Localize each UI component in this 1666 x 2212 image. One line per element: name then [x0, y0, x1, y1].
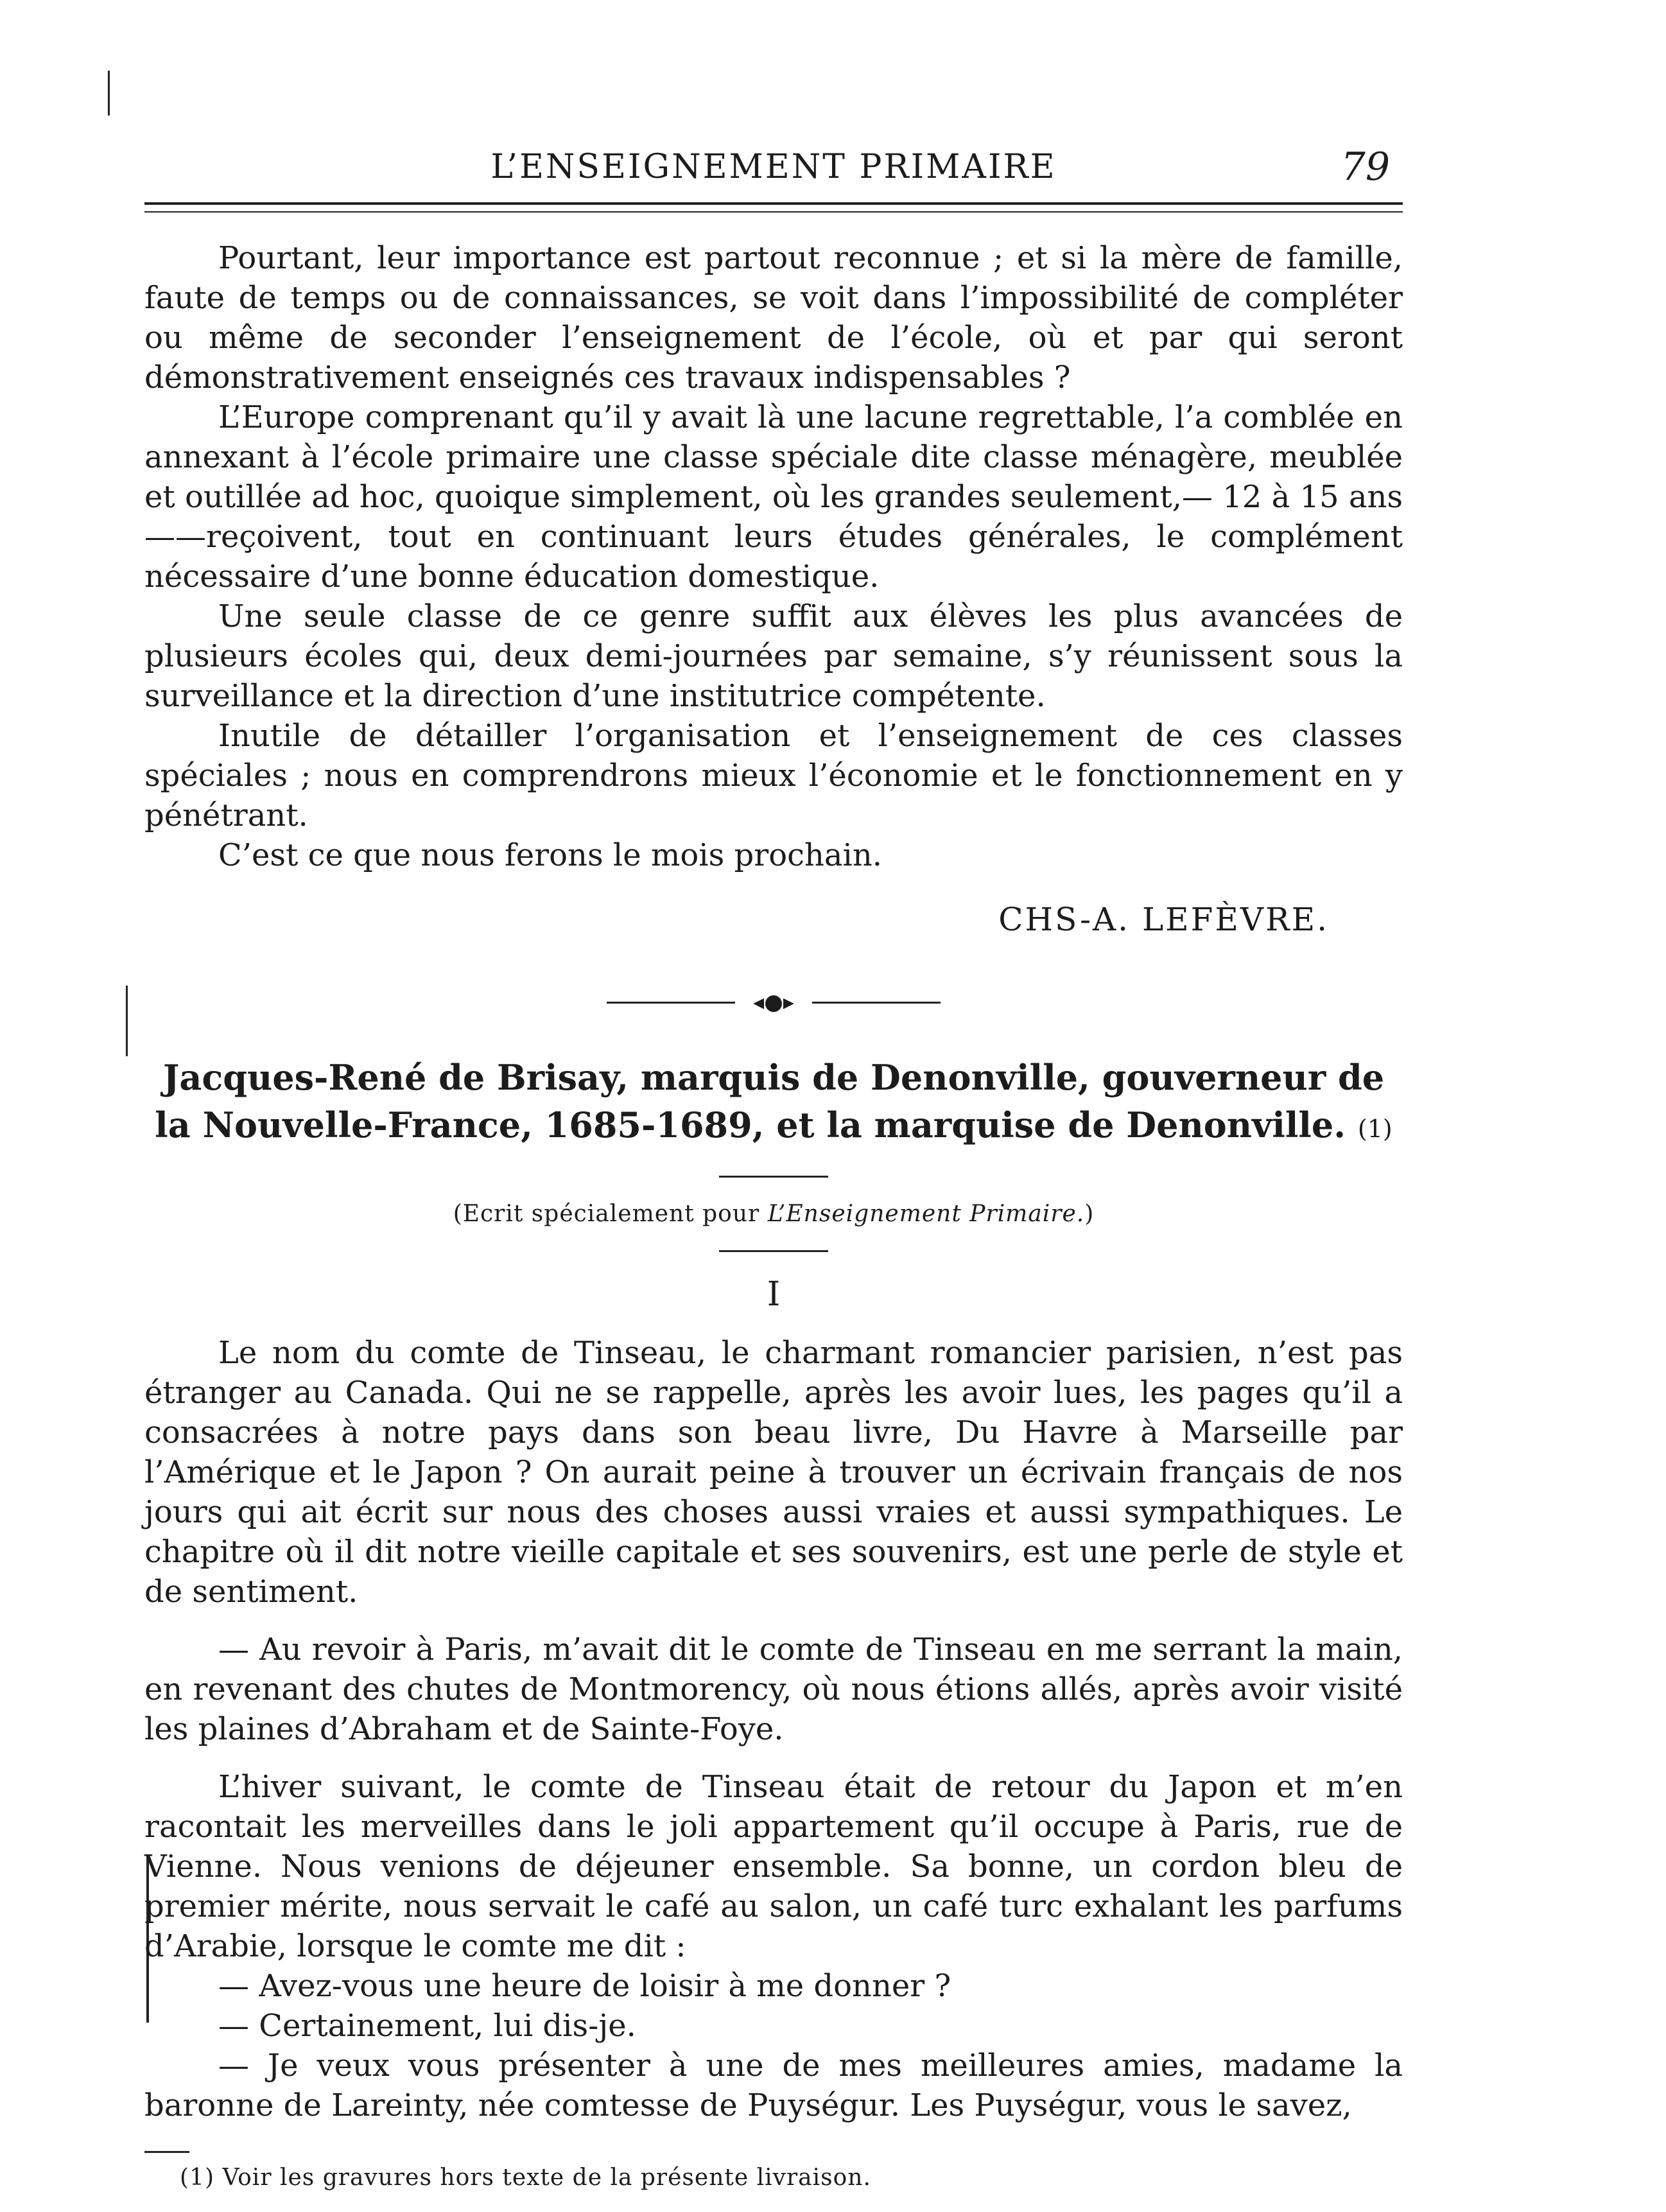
paragraph: Une seule classe de ce genre suffit aux élèves les plus avancées de plusieurs écoles qui, deux demi-journées par semaine, s’y réunissent sous la surveillance et la direction d’une institutrice compétente.: [144, 598, 1403, 714]
paragraph: L’hiver suivant, le comte de Tinseau était de retour du Japon et m’en racontait les merveilles dans le joli appartement qu’il occupe à Paris, rue de Vienne. Nous venions de déjeuner ensemble. Sa bonne, un cordon bleu de premier mérite, nous servait le café au salon, un café turc exhalant les parfums d’Arabie, lorsque le comte me dit :: [144, 1769, 1403, 1964]
footnote-rule: [144, 2151, 189, 2153]
paragraph: — Certainement, lui dis-je.: [218, 2008, 636, 2044]
first-article: [144, 238, 1403, 938]
second-article-body: [144, 1333, 1403, 2125]
scan-mark: [126, 986, 128, 1056]
paragraph: L’Europe comprenant qu’il y avait là une lacune regrettable, l’a comblée en annexant à l’école primaire une classe spéciale dite classe ménagère, meublée et outillée ad hoc, quoique simplement, où les grandes seulement,— 12 à 15 ans——reçoivent, tout en continuant leurs études générales, le complément nécessaire d’une bonne éducation domestique.: [144, 399, 1403, 595]
article-title-text: Jacques-René de Brisay, marquis de Denonville, gouverneur de la Nouvelle-France, 1685-1689, et la marquise de Denonville.: [155, 1057, 1385, 1145]
header-rule: [144, 202, 1403, 213]
byline-journal: L’Enseignement Primaire.: [767, 1201, 1085, 1227]
page-header: [144, 138, 1403, 202]
section-numeral: I: [767, 1275, 781, 1314]
ornament-line: [607, 1002, 735, 1004]
paragraph: — Je veux vous présenter à une de mes meilleures amies, madame la baronne de Lareinty, née comtesse de Puységur. Les Puységur, vous le savez,: [144, 2048, 1403, 2123]
ornament-icon: ◂●▸: [753, 989, 794, 1015]
byline-rule: [719, 1250, 828, 1252]
byline: [144, 1201, 1403, 1227]
paragraph: — Au revoir à Paris, m’avait dit le comte de Tinseau en me serrant la main, en revenant des chutes de Montmorency, où nous étions allés, après avoir visité les plaines d’Abraham et de Sainte-Foye.: [144, 1632, 1403, 1747]
paragraph: — Avez-vous une heure de loisir à me donner ?: [218, 1968, 951, 2004]
page-number: 79: [1341, 144, 1390, 189]
section-ornament: [607, 989, 941, 1015]
paragraph: C’est ce que nous ferons le mois prochain.: [218, 837, 883, 873]
footnote: (1) Voir les gravures hors texte de la présente livraison.: [180, 2164, 871, 2191]
paragraph: Inutile de détailler l’organisation et l’enseignement de ces classes spéciales ; nous en comprendrons mieux l’économie et le fonctionnement en y pénétrant.: [144, 718, 1403, 833]
footnote-reference: (1): [1357, 1115, 1393, 1143]
article-title: [144, 1054, 1403, 1153]
byline-prefix: (Ecrit spécialement pour: [453, 1201, 768, 1227]
paragraph: Pourtant, leur importance est partout reconnue ; et si la mère de famille, faute de temps ou de connaissances, se voit dans l’impossibilité de compléter ou même de seconder l’enseignement de l’école, où et par qui seront démonstrativement enseignés ces travaux indispensables ?: [144, 240, 1403, 396]
ornament-line: [812, 1002, 941, 1004]
scan-mark: [108, 71, 110, 116]
author-signature: CHS-A. LEFÈVRE.: [998, 901, 1329, 938]
byline-suffix: ): [1084, 1201, 1095, 1227]
page: [144, 138, 1403, 2191]
paragraph: Le nom du comte de Tinseau, le charmant romancier parisien, n’est pas étranger au Canada. Qui ne se rappelle, après les avoir lues, les pages qu’il a consacrées à notre pays dans son beau livre, Du Havre à Marseille par l’Amérique et le Japon ? On aurait peine à trouver un écrivain français de nos jours qui ait écrit sur nous des choses aussi vraies et aussi sympathiques. Le chapitre où il dit notre vieille capitale et ses souvenirs, est une perle de style et de sentiment.: [144, 1335, 1403, 1610]
running-title: L’ENSEIGNEMENT PRIMAIRE: [490, 148, 1057, 186]
title-rule: [719, 1176, 828, 1178]
